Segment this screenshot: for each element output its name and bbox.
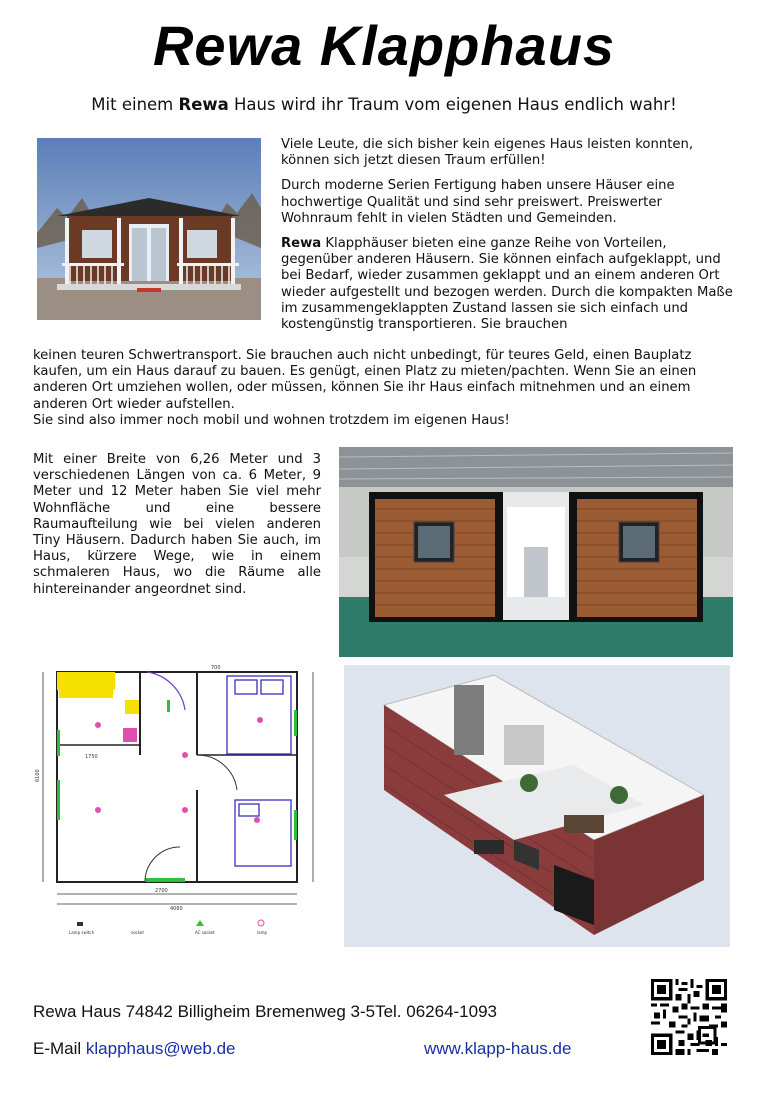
plan-legend-lamp: lamp (257, 930, 267, 935)
email-label: E-Mail (33, 1039, 86, 1058)
intro-text (281, 137, 736, 333)
company-address: Rewa Haus 74842 Billigheim Bremenweg 3-5Tel. 06264-1093 (33, 1002, 497, 1021)
3d-render (344, 665, 730, 947)
subtitle (0, 94, 768, 116)
plan-legend-lamp-switch: Lamp switch (69, 930, 95, 935)
house-photo (37, 138, 261, 320)
intro-paragraph-3-text: Klapphäuser bieten eine ganze Reihe von Vorteilen, gegenüber anderen Häusern. Sie können einfach aufgeklappt, und bei Bedarf, wieder zusammen geklappt und an einem anderen Ort wieder aufgestellt und bezogen werden. Durch die kompakten Maße im zusammengeklappten Zustand lassen sie sich einfach und kostengünstig transportieren. Sie brauchen (281, 236, 733, 333)
website-link[interactable]: www.klapp-haus.de (424, 1039, 572, 1058)
subtitle-brand: Rewa (178, 95, 229, 114)
intro-paragraph-3 (281, 236, 736, 333)
intro-text-continued (33, 348, 743, 429)
plan-dim-1750: 1750 (85, 754, 98, 760)
plan-legend-socket: socket (131, 930, 144, 935)
intro-brand: Rewa (281, 236, 322, 252)
email-line (33, 1039, 236, 1059)
plan-dim-4060: 4060 (170, 906, 183, 912)
plan-dim-2700: 2700 (155, 888, 168, 894)
qr-code (651, 979, 727, 1055)
interior-photo (339, 447, 733, 657)
page-title: Rewa Klapphaus (152, 14, 616, 77)
plan-legend-ac-socket: AC socket (195, 930, 215, 935)
email-link[interactable]: klapphaus@web.de (85, 1039, 236, 1058)
plan-dim-6100: 6100 (35, 769, 41, 782)
details-text: Mit einer Breite von 6,26 Meter und 3 verschiedenen Längen von ca. 6 Meter, 9 Meter und 12 Meter haben Sie viel mehr Wohnfläche und eine bessere Raumaufteilung wie bei vielen anderen Tiny Häusern. Dadurch haben Sie auch, im Haus, kürzere Wege, wie in einem schmaleren Haus, wo die Räume alle hintereinander angeordnet sind. (33, 452, 321, 597)
intro-paragraph-4: Sie sind also immer noch mobil und wohnen trotzdem im eigenen Haus! (33, 412, 510, 428)
intro-paragraph-2: Durch moderne Serien Fertigung haben unsere Häuser eine hochwertige Qualität und sind sehr preiswert. Preiswerter Wohnraum fehlt in vielen Städten und Gemeinden. (281, 178, 675, 226)
floor-plan (35, 660, 328, 943)
subtitle-text-pre: Mit einem (91, 95, 179, 114)
subtitle-text-post: Haus wird ihr Traum vom eigenen Haus endlich wahr! (228, 95, 677, 114)
intro-paragraph-1: Viele Leute, die sich bisher kein eigenes Haus leisten konnten, können sich jetzt diesen Traum erfüllen! (281, 137, 694, 169)
intro-paragraph-3-continued: keinen teuren Schwertransport. Sie brauchen auch nicht unbedingt, für teures Geld, einen Bauplatz kaufen, um ein Haus darauf zu bauen. Es genügt, einen Platz zu mieten/pachten. Wenn Sie an einen anderen Ort umziehen wollen, oder müssen, können Sie ihr Haus einfach mitnehmen und an einem anderen Ort wieder aufstellen. (33, 348, 697, 412)
plan-dim-700: 700 (211, 665, 221, 671)
